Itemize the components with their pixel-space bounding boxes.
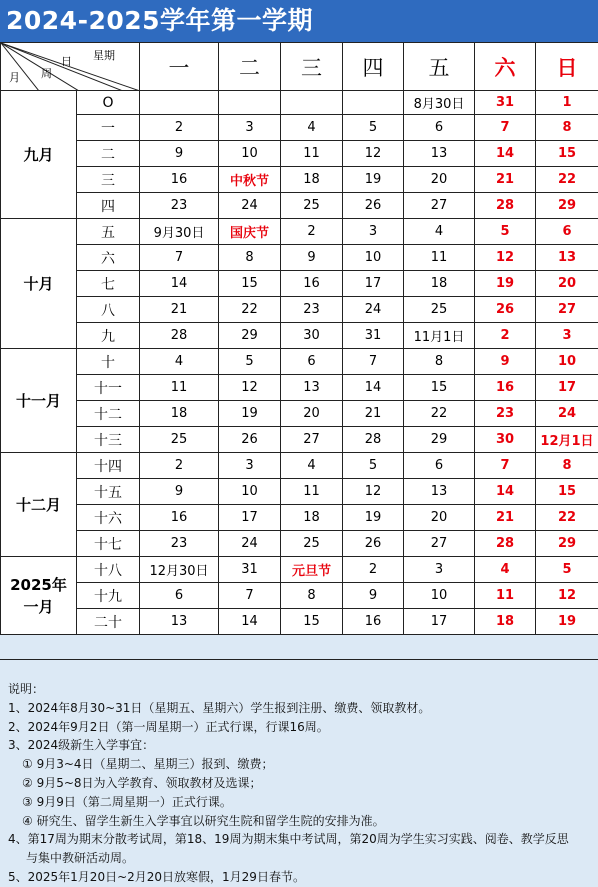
day-cell-sat: 21: [475, 167, 536, 193]
header-row: [1, 43, 598, 91]
month-label: 十二月: [1, 453, 77, 557]
day-cell-mon: 16: [140, 167, 219, 193]
day-cell-thu: 17: [343, 271, 404, 297]
day-cell-wed: 4: [281, 453, 343, 479]
week-number: 十四: [77, 453, 140, 479]
week-row: [1, 609, 598, 635]
day-cell-mon: 16: [140, 505, 219, 531]
week-number: 八: [77, 297, 140, 323]
day-cell-mon: 12月30日: [140, 557, 219, 583]
day-cell-sat: 12: [475, 245, 536, 271]
week-row: [1, 401, 598, 427]
week-number: 一: [77, 115, 140, 141]
note-item-4-line-1: 4、第17周为期末分散考试周，第18、19周为期末集中考试周，第20周为学生实习实践、阅卷、教学反思: [8, 832, 569, 847]
day-cell-tue: 10: [219, 479, 281, 505]
day-cell-tue: 7: [219, 583, 281, 609]
week-number: 十: [77, 349, 140, 375]
day-cell-sun: 3: [536, 323, 598, 349]
day-cell-tue: [219, 91, 281, 115]
day-cell-mon: [140, 91, 219, 115]
week-number: 九: [77, 323, 140, 349]
day-cell-fri: 27: [404, 531, 475, 557]
day-cell-sat: 11: [475, 583, 536, 609]
note-item-2: 2、2024年9月2日（第一周星期一）正式行课，行课16周。: [8, 719, 329, 734]
day-cell-thu: 19: [343, 167, 404, 193]
week-row: [1, 427, 598, 453]
corner-header: [1, 43, 140, 91]
day-cell-fri: 8月30日: [404, 91, 475, 115]
day-cell-mon: 9: [140, 479, 219, 505]
day-cell-sat: 2: [475, 323, 536, 349]
day-cell-sun: 17: [536, 375, 598, 401]
day-cell-thu: 12: [343, 479, 404, 505]
day-cell-fri: 29: [404, 427, 475, 453]
day-cell-thu: 14: [343, 375, 404, 401]
day-cell-sat: 5: [475, 219, 536, 245]
day-cell-sat: 14: [475, 141, 536, 167]
day-cell-mon: 6: [140, 583, 219, 609]
day-cell-wed: 15: [281, 609, 343, 635]
week-number: 十一: [77, 375, 140, 401]
note-item-3: 3、2024级新生入学事宜：: [8, 738, 155, 753]
day-cell-sun: 12月1日: [536, 427, 598, 453]
day-cell-wed: 20: [281, 401, 343, 427]
day-cell-sun: 29: [536, 193, 598, 219]
day-cell-sat: 31: [475, 91, 536, 115]
day-cell-thu: 5: [343, 115, 404, 141]
day-cell-wed: 25: [281, 193, 343, 219]
day-header-wed: 三: [281, 43, 343, 91]
day-cell-mon: 7: [140, 245, 219, 271]
corner-label-day: 日: [61, 55, 72, 68]
day-cell-wed: 25: [281, 531, 343, 557]
day-cell-wed: 11: [281, 141, 343, 167]
day-cell-tue: 26: [219, 427, 281, 453]
week-row: [1, 193, 598, 219]
day-cell-fri: 3: [404, 557, 475, 583]
day-cell-fri: 20: [404, 505, 475, 531]
week-number: 六: [77, 245, 140, 271]
week-row: [1, 245, 598, 271]
day-cell-tue: 15: [219, 271, 281, 297]
day-cell-thu: 26: [343, 531, 404, 557]
day-cell-mon: 9月30日: [140, 219, 219, 245]
week-row: [1, 531, 598, 557]
note-item-5: 5、2025年1月20日~2月20日放寒假，1月29日春节。: [8, 869, 305, 884]
day-cell-tue: 31: [219, 557, 281, 583]
day-cell-sun: 12: [536, 583, 598, 609]
day-cell-sun: 8: [536, 453, 598, 479]
day-cell-mon: 18: [140, 401, 219, 427]
day-cell-fri: 10: [404, 583, 475, 609]
day-cell-mon: 2: [140, 453, 219, 479]
week-number: 十五: [77, 479, 140, 505]
week-row: [1, 219, 598, 245]
day-header-tue: 二: [219, 43, 281, 91]
month-label: 十月: [1, 219, 77, 349]
day-cell-tue: 8: [219, 245, 281, 271]
day-cell-tue: 5: [219, 349, 281, 375]
day-cell-wed: 9: [281, 245, 343, 271]
day-cell-wed: 11: [281, 479, 343, 505]
day-cell-fri: 4: [404, 219, 475, 245]
week-row: [1, 479, 598, 505]
notes-heading: 说明：: [8, 682, 45, 696]
day-cell-mon: 2: [140, 115, 219, 141]
week-number: 十九: [77, 583, 140, 609]
day-cell-sun: 1: [536, 91, 598, 115]
day-cell-wed: 4: [281, 115, 343, 141]
day-cell-fri: 11: [404, 245, 475, 271]
day-cell-wed: 16: [281, 271, 343, 297]
day-cell-sat: 18: [475, 609, 536, 635]
day-cell-fri: 20: [404, 167, 475, 193]
corner-label-month: 月: [9, 71, 20, 84]
day-cell-wed: 2: [281, 219, 343, 245]
month-label: 九月: [1, 91, 77, 219]
week-row: [1, 323, 598, 349]
day-cell-sat: 28: [475, 531, 536, 557]
day-cell-sat: 14: [475, 479, 536, 505]
day-cell-mon: 25: [140, 427, 219, 453]
day-cell-fri: 27: [404, 193, 475, 219]
week-row: [1, 141, 598, 167]
day-cell-wed: 27: [281, 427, 343, 453]
note-item-4-line-2: 与集中教研活动周。: [26, 851, 135, 866]
day-cell-sat: 23: [475, 401, 536, 427]
day-cell-wed: 18: [281, 505, 343, 531]
day-cell-sun: 22: [536, 505, 598, 531]
week-row: [1, 453, 598, 479]
month-label-line-1: 2025年: [10, 575, 67, 594]
week-number: 十二: [77, 401, 140, 427]
day-cell-tue: 17: [219, 505, 281, 531]
day-header-sun: 日: [536, 43, 598, 91]
day-cell-thu: 19: [343, 505, 404, 531]
day-cell-wed: 30: [281, 323, 343, 349]
corner-label-week: 周: [41, 67, 52, 80]
day-cell-sun: 6: [536, 219, 598, 245]
day-cell-wed: [281, 91, 343, 115]
month-label: 十一月: [1, 349, 77, 453]
day-cell-sat: 4: [475, 557, 536, 583]
day-header-thu: 四: [343, 43, 404, 91]
week-row: [1, 583, 598, 609]
day-cell-thu: 3: [343, 219, 404, 245]
day-cell-tue: 19: [219, 401, 281, 427]
day-cell-sat: 7: [475, 453, 536, 479]
day-cell-sun: 24: [536, 401, 598, 427]
day-cell-fri: 6: [404, 453, 475, 479]
week-number: 十三: [77, 427, 140, 453]
week-row: [1, 505, 598, 531]
week-row: [1, 557, 598, 583]
week-number: 二十: [77, 609, 140, 635]
day-header-mon: 一: [140, 43, 219, 91]
note-item-1: 1、2024年8月30~31日（星期五、星期六）学生报到注册、缴费、领取教材。: [8, 700, 431, 715]
week-number: 五: [77, 219, 140, 245]
day-cell-thu: 12: [343, 141, 404, 167]
day-cell-thu: 10: [343, 245, 404, 271]
day-cell-thu: 9: [343, 583, 404, 609]
day-cell-sat: 7: [475, 115, 536, 141]
day-cell-thu: 28: [343, 427, 404, 453]
day-cell-sun: 20: [536, 271, 598, 297]
day-cell-sun: 8: [536, 115, 598, 141]
day-cell-thu: [343, 91, 404, 115]
day-cell-thu: 16: [343, 609, 404, 635]
day-cell-sun: 15: [536, 479, 598, 505]
day-cell-sat: 30: [475, 427, 536, 453]
day-cell-fri: 15: [404, 375, 475, 401]
day-cell-sat: 28: [475, 193, 536, 219]
week-number: 十八: [77, 557, 140, 583]
day-cell-tue: 22: [219, 297, 281, 323]
day-cell-sat: 9: [475, 349, 536, 375]
day-cell-thu: 26: [343, 193, 404, 219]
day-cell-fri: 18: [404, 271, 475, 297]
day-cell-sun: 19: [536, 609, 598, 635]
day-cell-mon: 11: [140, 375, 219, 401]
day-cell-sun: 15: [536, 141, 598, 167]
day-cell-sun: 13: [536, 245, 598, 271]
day-cell-sat: 16: [475, 375, 536, 401]
note-item-3-3: ③ 9月9日（第二周星期一）正式行课。: [22, 794, 232, 809]
day-cell-sun: 5: [536, 557, 598, 583]
week-row: [1, 349, 598, 375]
day-cell-fri: 8: [404, 349, 475, 375]
week-number: O: [77, 91, 140, 115]
day-cell-mon: 14: [140, 271, 219, 297]
week-row: [1, 375, 598, 401]
note-item-3-4: ④ 研究生、留学生新生入学事宜以研究生院和留学生院的安排为准。: [22, 813, 385, 828]
day-cell-wed: 8: [281, 583, 343, 609]
day-cell-sun: 29: [536, 531, 598, 557]
day-cell-wed: 13: [281, 375, 343, 401]
day-cell-sat: 26: [475, 297, 536, 323]
day-cell-sat: 21: [475, 505, 536, 531]
day-cell-fri: 6: [404, 115, 475, 141]
day-cell-thu: 31: [343, 323, 404, 349]
note-item-3-1: ① 9月3~4日（星期二、星期三）报到、缴费；: [22, 757, 274, 772]
day-cell-wed: 6: [281, 349, 343, 375]
week-number: 四: [77, 193, 140, 219]
day-cell-tue: 国庆节: [219, 219, 281, 245]
day-cell-tue: 14: [219, 609, 281, 635]
week-number: 二: [77, 141, 140, 167]
day-cell-thu: 7: [343, 349, 404, 375]
day-cell-mon: 13: [140, 609, 219, 635]
page-title: 2024-2025学年第一学期: [0, 0, 598, 42]
day-cell-mon: 21: [140, 297, 219, 323]
day-cell-wed: 23: [281, 297, 343, 323]
week-row: [1, 167, 598, 193]
day-cell-mon: 4: [140, 349, 219, 375]
day-cell-thu: 5: [343, 453, 404, 479]
note-item-3-2: ② 9月5~8日为入学教育、领取教材及选课；: [22, 775, 262, 790]
day-cell-thu: 2: [343, 557, 404, 583]
day-cell-tue: 3: [219, 115, 281, 141]
day-header-sat: 六: [475, 43, 536, 91]
month-label-line-2: 一月: [23, 597, 54, 616]
corner-label-weekday: 星期: [93, 49, 115, 62]
week-number: 三: [77, 167, 140, 193]
day-cell-tue: 29: [219, 323, 281, 349]
day-cell-tue: 中秋节: [219, 167, 281, 193]
calendar-table: [0, 42, 598, 635]
day-cell-fri: 22: [404, 401, 475, 427]
week-row: [1, 91, 598, 115]
notes-divider-strip: [0, 635, 598, 660]
day-cell-thu: 21: [343, 401, 404, 427]
day-cell-tue: 24: [219, 193, 281, 219]
day-header-fri: 五: [404, 43, 475, 91]
week-row: [1, 271, 598, 297]
notes-section: [0, 634, 598, 887]
day-cell-fri: 13: [404, 141, 475, 167]
week-number: 七: [77, 271, 140, 297]
week-row: [1, 297, 598, 323]
day-cell-fri: 17: [404, 609, 475, 635]
month-label: [1, 557, 77, 635]
week-row: [1, 115, 598, 141]
day-cell-fri: 13: [404, 479, 475, 505]
day-cell-wed: 18: [281, 167, 343, 193]
week-number: 十七: [77, 531, 140, 557]
day-cell-mon: 28: [140, 323, 219, 349]
day-cell-mon: 23: [140, 531, 219, 557]
day-cell-mon: 9: [140, 141, 219, 167]
day-cell-mon: 23: [140, 193, 219, 219]
day-cell-tue: 3: [219, 453, 281, 479]
day-cell-fri: 25: [404, 297, 475, 323]
day-cell-tue: 10: [219, 141, 281, 167]
day-cell-fri: 11月1日: [404, 323, 475, 349]
week-number: 十六: [77, 505, 140, 531]
day-cell-tue: 24: [219, 531, 281, 557]
calendar-body: [1, 91, 598, 635]
day-cell-sun: 22: [536, 167, 598, 193]
day-cell-sun: 27: [536, 297, 598, 323]
day-cell-thu: 24: [343, 297, 404, 323]
day-cell-tue: 12: [219, 375, 281, 401]
day-cell-sun: 10: [536, 349, 598, 375]
day-cell-wed: 元旦节: [281, 557, 343, 583]
day-cell-sat: 19: [475, 271, 536, 297]
